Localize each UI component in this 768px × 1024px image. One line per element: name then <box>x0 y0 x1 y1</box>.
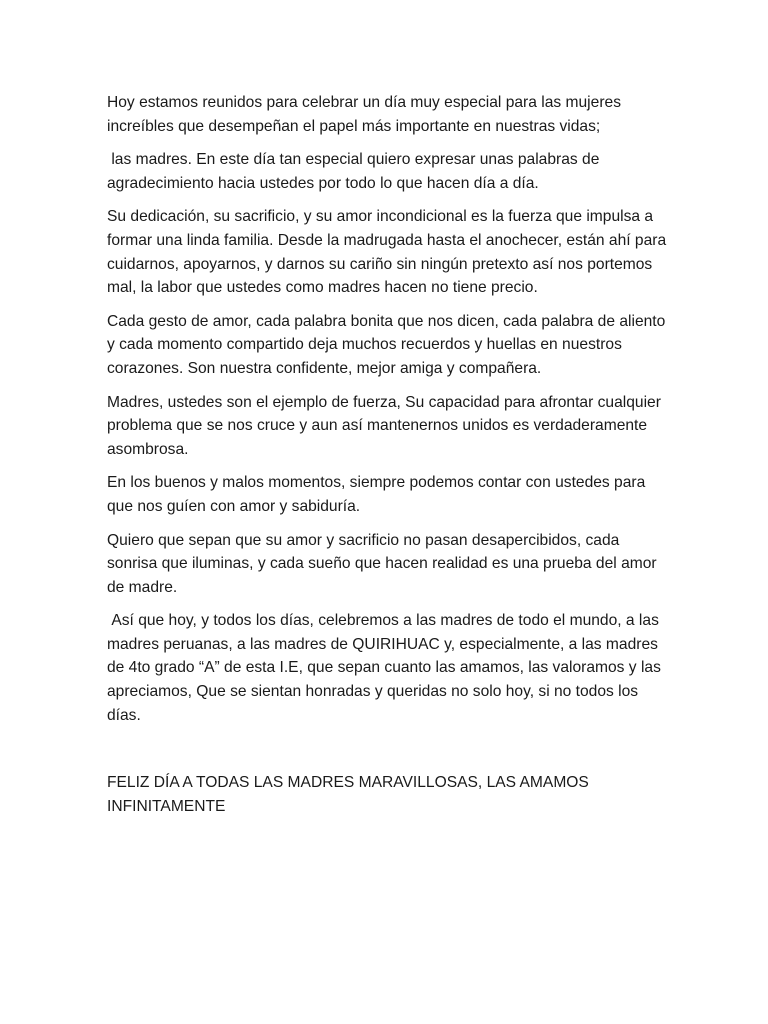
paragraph-2: las madres. En este día tan especial quiero expresar unas palabras de agradecimiento hacia ustedes por todo lo que hacen día a día. <box>107 151 604 192</box>
document-body <box>107 91 671 828</box>
paragraph-1: Hoy estamos reunidos para celebrar un día muy especial para las mujeres increíbles que desempeñan el papel más importante en nuestras vidas; <box>107 94 626 135</box>
paragraph-3: Su dedicación, su sacrificio, y su amor incondicional es la fuerza que impulsa a formar una linda familia. Desde la madrugada hasta el anochecer, están ahí para cuidarnos, apoyarnos, y darnos su cariño sin ningún pretexto así nos portemos mal, la labor que ustedes como madres hacen no tiene precio. <box>107 208 671 297</box>
paragraph-7: Quiero que sepan que su amor y sacrificio no pasan desapercibidos, cada sonrisa que iluminas, y cada sueño que hacen realidad es una prueba del amor de madre. <box>107 531 661 596</box>
closing-message: FELIZ DÍA A TODAS LAS MADRES MARAVILLOSAS, LAS AMAMOS INFINITAMENTE <box>107 774 594 815</box>
paragraph-5: Madres, ustedes son el ejemplo de fuerza, Su capacidad para afrontar cualquier problema que se nos cruce y aun así mantenernos unidos es verdaderamente asombrosa. <box>107 393 666 458</box>
paragraph-4: Cada gesto de amor, cada palabra bonita que nos dicen, cada palabra de aliento y cada momento compartido deja muchos recuerdos y huellas en nuestros corazones. Son nuestra confidente, mejor amiga y compañera. <box>107 312 670 377</box>
paragraph-8: Así que hoy, y todos los días, celebremos a las madres de todo el mundo, a las madres peruanas, a las madres de QUIRIHUAC y, especialmente, a las madres de 4to grado “A” de esta I.E, que sepan cuanto las amamos, las valoramos y las apreciamos, Que se sientan honradas y queridas no solo hoy, si no todos los días. <box>107 612 666 724</box>
paragraph-6: En los buenos y malos momentos, siempre podemos contar con ustedes para que nos guíen con amor y sabiduría. <box>107 474 650 515</box>
